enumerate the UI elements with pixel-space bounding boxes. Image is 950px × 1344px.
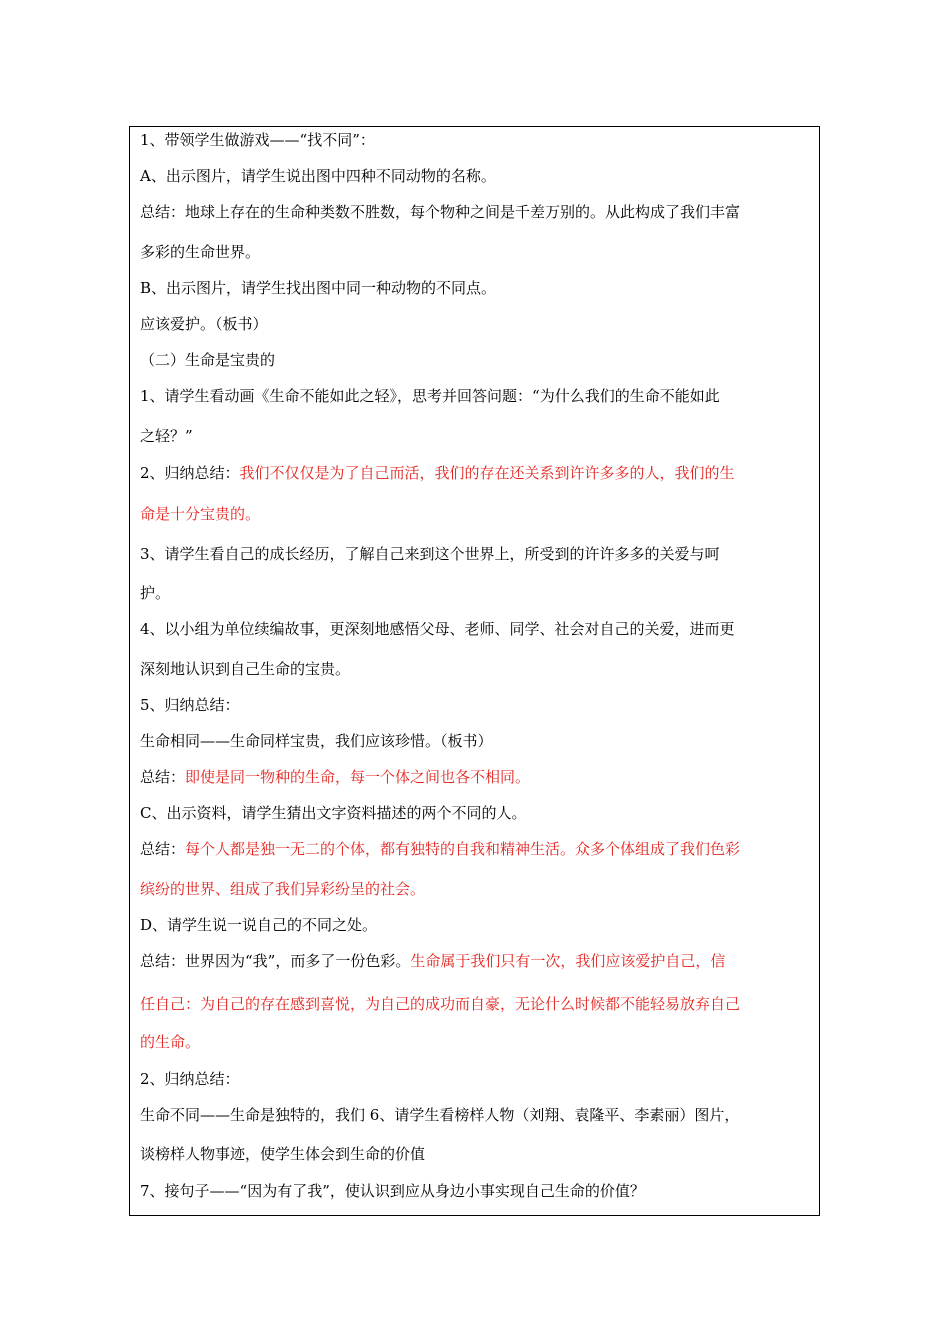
text-line: 3、请学生看自己的成长经历，了解自己来到这个世界上，所受到的许许多多的关爱与呵 xyxy=(140,545,720,563)
text-line: A、出示图片，请学生说出图中四种不同动物的名称。 xyxy=(140,167,496,185)
text-line: 总结：即使是同一物种的生命，每一个体之间也各不相同。 xyxy=(140,768,531,786)
text-line: 总结：每个人都是独一无二的个体，都有独特的自我和精神生活。众多个体组成了我们色彩 xyxy=(140,840,741,858)
text-line: 任自己：为自己的存在感到喜悦，为自己的成功而自豪，无论什么时候都不能轻易放弃自己 xyxy=(140,995,741,1013)
text-line: 4、以小组为单位续编故事，更深刻地感悟父母、老师、同学、社会对自己的关爱，进而更 xyxy=(140,620,735,638)
text-line: 应该爱护。（板书） xyxy=(140,315,268,333)
text-line: 多彩的生命世界。 xyxy=(140,243,261,261)
text-line: 缤纷的世界、组成了我们异彩纷呈的社会。 xyxy=(140,880,426,898)
text-line: 生命相同——生命同样宝贵，我们应该珍惜。（板书） xyxy=(140,732,493,750)
text-line: 2、归纳总结： xyxy=(140,1070,240,1088)
text-line: 5、归纳总结： xyxy=(140,696,240,714)
text-line: 总结：世界因为“我”，而多了一份色彩。生命属于我们只有一次，我们应该爱护自己，信 xyxy=(140,952,726,970)
text-line: 1、请学生看动画《生命不能如此之轻》，思考并回答问题：“为什么我们的生命不能如此 xyxy=(140,387,720,405)
text-line: 深刻地认识到自己生命的宝贵。 xyxy=(140,660,351,678)
text-line: 的生命。 xyxy=(140,1033,201,1051)
text-line: B、出示图片，请学生找出图中同一种动物的不同点。 xyxy=(140,279,497,297)
text-line: 之轻？” xyxy=(140,427,193,445)
text-line: 护。 xyxy=(140,584,171,602)
text-line: （二）生命是宝贵的 xyxy=(140,351,276,369)
text-line: 2、归纳总结：我们不仅仅是为了自己而活，我们的存在还关系到许许多多的人，我们的生 xyxy=(140,464,735,482)
text-line: 1、带领学生做游戏——“找不同”： xyxy=(140,131,375,149)
text-line: D、请学生说一说自己的不同之处。 xyxy=(140,916,378,934)
document-frame xyxy=(129,126,820,1216)
text-line: C、出示资料，请学生猜出文字资料描述的两个不同的人。 xyxy=(140,804,527,822)
text-line: 生命不同——生命是独特的，我们 6、请学生看榜样人物（刘翔、袁隆平、李素丽）图片， xyxy=(140,1106,740,1124)
text-line: 7、接句子——“因为有了我”，使认识到应从身边小事实现自己生命的价值？ xyxy=(140,1182,645,1200)
text-line: 谈榜样人物事迹，使学生体会到生命的价值 xyxy=(140,1145,426,1163)
text-line: 总结：地球上存在的生命种类数不胜数，每个物种之间是千差万别的。从此构成了我们丰富 xyxy=(140,203,741,221)
text-line: 命是十分宝贵的。 xyxy=(140,505,261,523)
